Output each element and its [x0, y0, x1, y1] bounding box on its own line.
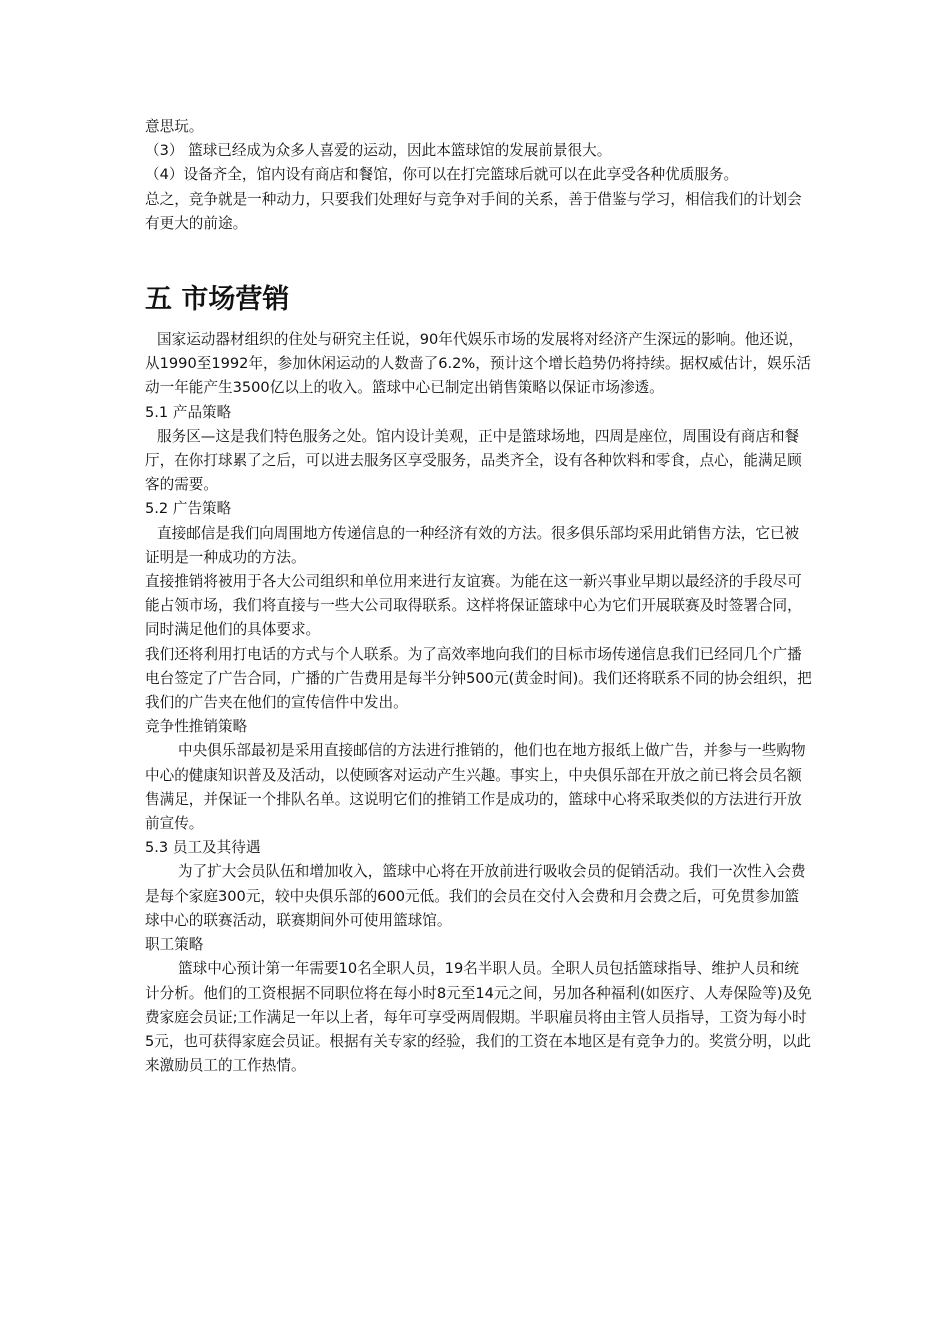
subsection-heading-5-3: 5.3 员工及其待遇 [145, 839, 261, 857]
ad-paragraph-phone-radio: 我们还将利用打电话的方式与个人联系。为了高效率地向我们的目标市场传递信息我们已经同几个广播电台签定了广告合同，广播的广告费用是每半分钟500元(黄金时间)。我们还将联系不同的协会组织，把我们的广告夹在他们的宣传信件中发出。 [145, 645, 812, 712]
document-body [145, 115, 813, 1078]
section-spacer [145, 236, 813, 278]
intro-line-3: （4）设备齐全，馆内设有商店和餐馆，你可以在打完篮球后就可以在此享受各种优质服务。 [145, 166, 739, 184]
section-intro: 国家运动器材组织的住处与研究主任说，90年代娱乐市场的发展将对经济产生深远的影响。他还说，从1990至1992年，参加休闲运动的人数啬了6.2%，预计这个增长趋势仍将持续。据权威估计，娱乐活动一年能产生3500亿以上的收入。篮球中心已制定出销售策略以保证市场渗透。 [145, 331, 811, 397]
competitive-heading: 竞争性推销策略 [145, 718, 248, 736]
section-title: 五 市场营销 [145, 284, 290, 316]
membership-paragraph: 为了扩大会员队伍和增加收入，篮球中心将在开放前进行吸收会员的促销活动。我们一次性入会费是每个家庭300元，较中央俱乐部的600元低。我们的会员在交付入会费和月会费之后，可免贯参加篮球中心的联赛活动，联赛期间外可使用篮球馆。 [145, 863, 806, 929]
intro-line-2: （3） 篮球已经成为众多人喜爱的运动，因此本篮球馆的发展前景很大。 [145, 142, 612, 160]
subsection-heading-5-2: 5.2 广告策略 [145, 500, 232, 518]
competitive-paragraph: 中央俱乐部最初是采用直接邮信的方法进行推销的，他们也在地方报纸上做广告，并参与一些购物中心的健康知识普及及活动，以使顾客对运动产生兴趣。事实上，中央俱乐部在开放之前已将会员名额售满足，并保证一个排队名单。这说明它们的推销工作是成功的，篮球中心将采取类似的方法进行开放前宣传。 [145, 742, 806, 833]
intro-conclusion: 总之，竞争就是一种动力，只要我们处理好与竞争对手间的关系，善于借鉴与学习，相信我们的计划会有更大的前途。 [145, 190, 802, 232]
staff-paragraph: 篮球中心预计第一年需要10名全职人员，19名半职人员。全职人员包括篮球指导、维护人员和统计分析。他们的工资根据不同职位将在每小时8元至14元之间，另加各种福利(如医疗、人寿保险等)及免费家庭会员证;工作满足一年以上者，每年可享受两周假期。半职雇员将由主管人员指导，工资为每小时5元，也可获得家庭会员证。根据有关专家的经验，我们的工资在本地区是有竞争力的。奖赏分明，以此来激励员工的工作热情。 [145, 960, 812, 1075]
intro-line-1: 意思玩。 [145, 118, 204, 135]
ad-paragraph-direct-mail: 直接邮信是我们向周围地方传递信息的一种经济有效的方法。很多俱乐部均采用此销售方法，它已被证明是一种成功的方法。 [145, 524, 800, 566]
staff-heading: 职工策略 [145, 936, 204, 954]
product-strategy-paragraph: 服务区—这是我们特色服务之处。馆内设计美观，正中是篮球场地，四周是座位，周围设有商店和餐厅，在你打球累了之后，可以进去服务区享受服务，品类齐全，设有各种饮料和零食，点心，能满足顾客的需要。 [145, 427, 802, 494]
subsection-heading-5-1: 5.1 产品策略 [145, 403, 232, 421]
ad-paragraph-direct-sales: 直接推销将被用于各大公司组织和单位用来进行友谊赛。为能在这一新兴事业早期以最经济的手段尽可能占领市场，我们将直接与一些大公司取得联系。这样将保证篮球中心为它们开展联赛及时签署合同，同时满足他们的具体要求。 [145, 573, 802, 639]
